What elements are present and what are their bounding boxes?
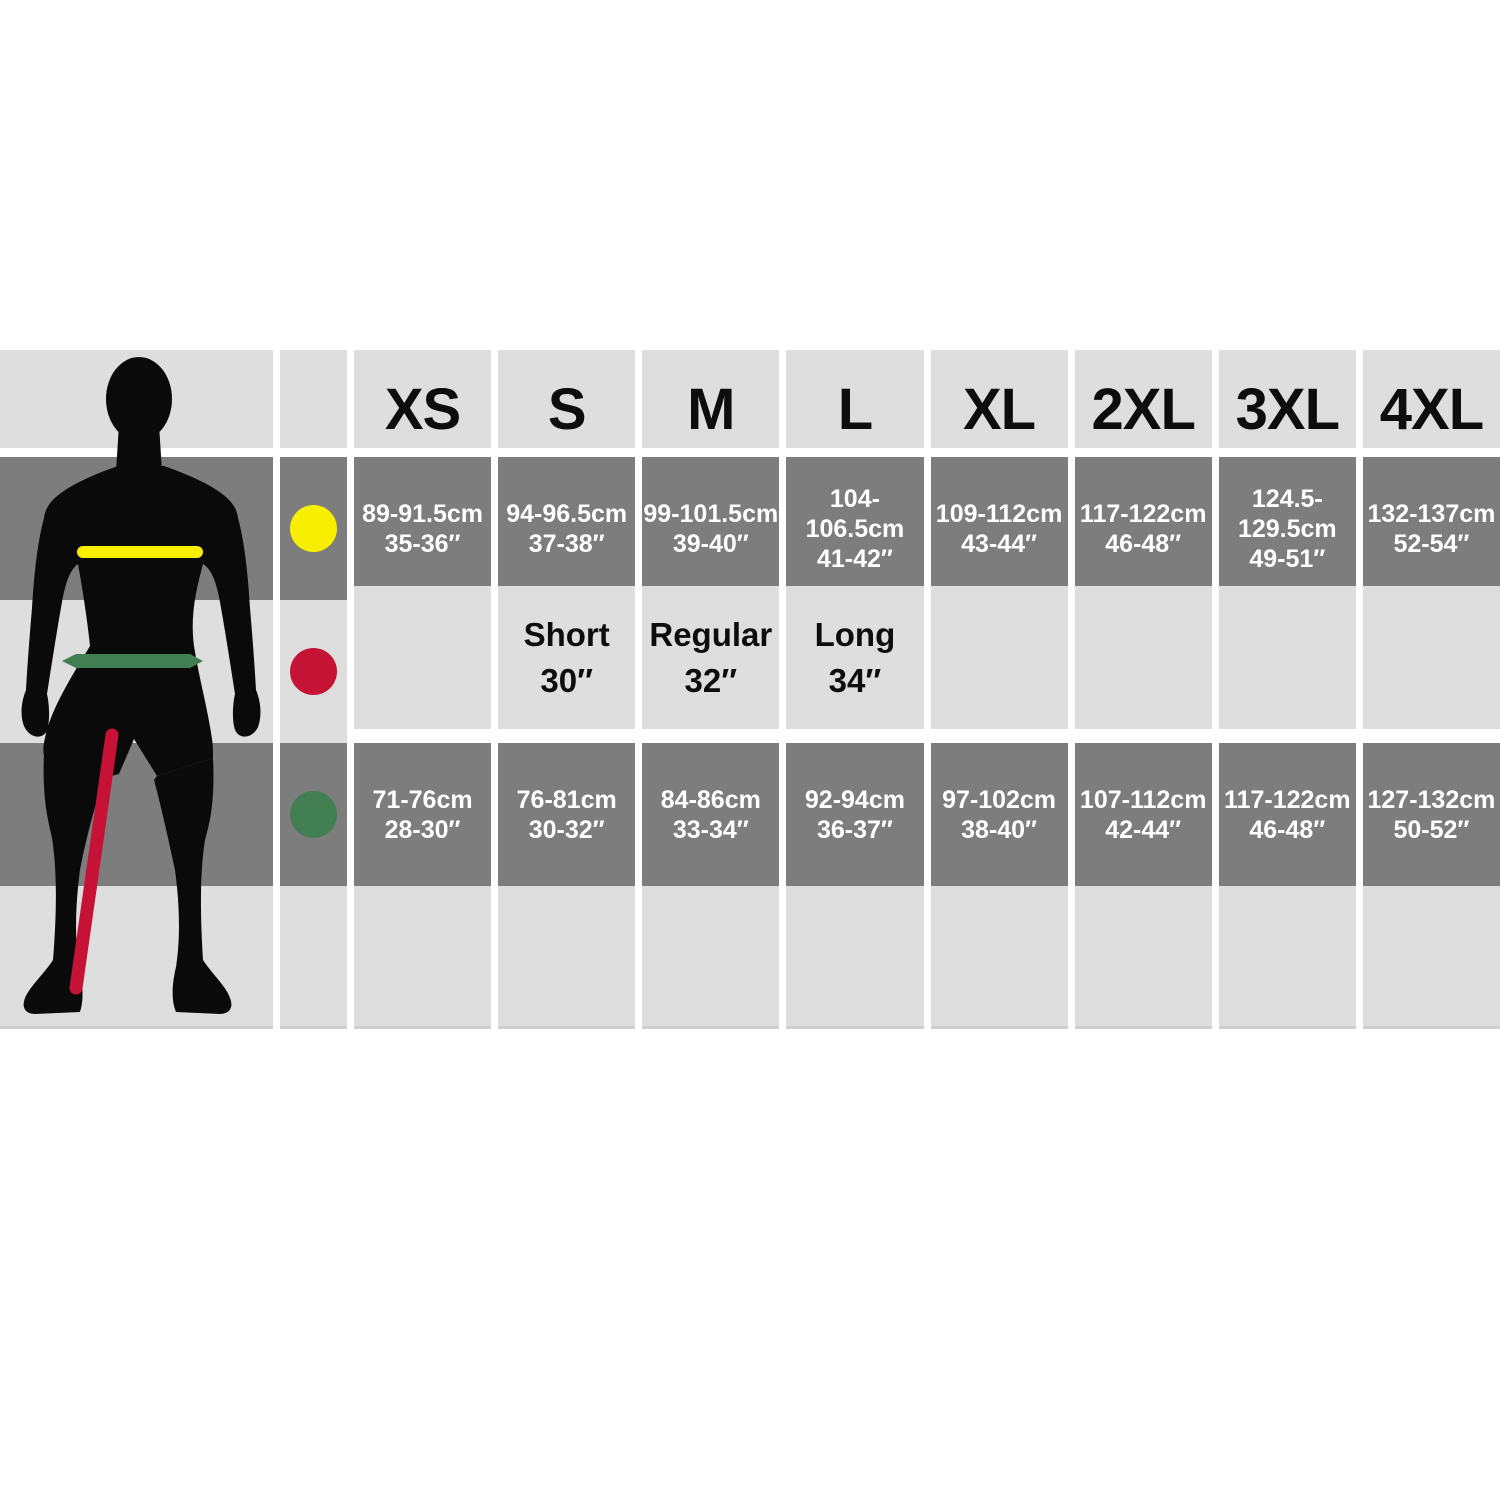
chest-in: 35-36″ — [384, 529, 461, 558]
waist-cell — [931, 743, 1068, 886]
figure-band-leg — [0, 600, 273, 743]
chest-cell — [642, 457, 779, 600]
leg-length-cell — [1363, 586, 1500, 729]
size-column-3xl — [1219, 350, 1356, 1029]
waist-cm: 97-102cm — [942, 785, 1057, 814]
waist-in: 42-44″ — [1105, 815, 1182, 844]
size-label: 4XL — [1379, 376, 1484, 442]
waist-cm: 127-132cm — [1367, 785, 1496, 814]
fit-label: Long — [814, 616, 896, 653]
waist-cell — [498, 743, 635, 886]
waist-cell — [354, 743, 491, 886]
chest-cell — [498, 457, 635, 600]
leg-length-cell — [1219, 586, 1356, 729]
leg-length-cell — [498, 586, 635, 729]
size-column-4xl — [1363, 350, 1500, 1029]
chest-in: 52-54″ — [1393, 529, 1470, 558]
chest-cell — [786, 457, 923, 600]
size-column-xs — [354, 350, 491, 1029]
inseam-dot-red-icon — [290, 648, 337, 695]
size-column-xl — [931, 350, 1068, 1029]
waist-cm: 117-122cm — [1224, 785, 1351, 814]
waist-cm: 76-81cm — [516, 785, 617, 814]
chest-cm: 99-101.5cm — [643, 499, 779, 528]
empty-cell — [1075, 886, 1212, 1029]
chest-cm: 132-137cm — [1367, 499, 1496, 528]
size-column-m — [642, 350, 779, 1029]
waist-cm: 107-112cm — [1079, 785, 1207, 814]
chest-in: 41-42″ — [816, 544, 893, 573]
size-header — [642, 350, 779, 448]
waist-cell — [642, 743, 779, 886]
waist-in: 50-52″ — [1393, 815, 1470, 844]
chest-cm: 89-91.5cm — [362, 499, 484, 528]
size-column-2xl — [1075, 350, 1212, 1029]
chest-in: 46-48″ — [1105, 529, 1182, 558]
size-label: L — [837, 376, 873, 442]
size-header — [786, 350, 923, 448]
chest-cell — [1075, 457, 1212, 600]
figure-band-footer — [0, 886, 273, 1029]
waist-dot-green-icon — [290, 791, 337, 838]
waist-in: 38-40″ — [961, 815, 1038, 844]
size-label: 3XL — [1235, 376, 1339, 442]
size-label: 2XL — [1091, 376, 1195, 442]
fit-inches: 34″ — [828, 662, 882, 699]
size-header — [498, 350, 635, 448]
waist-cell — [1075, 743, 1212, 886]
waist-cm: 92-94cm — [804, 785, 905, 814]
waist-cell — [1363, 743, 1500, 886]
size-header — [1363, 350, 1500, 448]
legend-band-footer — [280, 886, 347, 1029]
leg-length-cell — [354, 586, 491, 729]
size-header — [1075, 350, 1212, 448]
size-chart-table — [0, 350, 1500, 1029]
waist-in: 33-34″ — [672, 815, 749, 844]
fit-label: Regular — [649, 616, 773, 653]
empty-cell — [931, 886, 1068, 1029]
figure-band-chest — [0, 457, 273, 600]
size-column-s — [498, 350, 635, 1029]
size-column-l — [786, 350, 923, 1029]
size-header — [931, 350, 1068, 448]
size-label: XS — [384, 376, 461, 442]
legend-band-header — [280, 350, 347, 448]
empty-cell — [1219, 886, 1356, 1029]
waist-cell — [1219, 743, 1356, 886]
legend-cell-waist — [280, 743, 347, 886]
size-label: M — [687, 376, 735, 442]
leg-length-cell — [931, 586, 1068, 729]
chest-in: 39-40″ — [672, 529, 749, 558]
chest-cm: 94-96.5cm — [506, 499, 628, 528]
chest-cell — [1219, 457, 1356, 600]
leg-length-cell — [786, 586, 923, 729]
waist-cm: 84-86cm — [660, 785, 761, 814]
chest-in: 37-38″ — [528, 529, 605, 558]
size-label: XL — [963, 376, 1036, 442]
chest-dot-yellow-icon — [290, 505, 337, 552]
empty-cell — [498, 886, 635, 1029]
legend-cell-leg — [280, 600, 347, 743]
waist-in: 46-48″ — [1249, 815, 1326, 844]
chest-cell — [1363, 457, 1500, 600]
chest-cell — [354, 457, 491, 600]
chest-cm: 104-106.5cm — [805, 484, 905, 543]
fit-inches: 30″ — [540, 662, 593, 699]
size-label: S — [547, 376, 586, 442]
figure-band-header — [0, 350, 273, 448]
figure-band-waist — [0, 743, 273, 886]
fit-inches: 32″ — [684, 662, 738, 699]
legend-column — [280, 350, 347, 1029]
empty-cell — [354, 886, 491, 1029]
chest-cm: 124.5-129.5cm — [1237, 484, 1337, 543]
waist-cm: 71-76cm — [372, 785, 473, 814]
chest-cm: 117-122cm — [1079, 499, 1207, 528]
legend-cell-chest — [280, 457, 347, 600]
waist-in: 36-37″ — [816, 815, 893, 844]
chest-in: 43-44″ — [961, 529, 1038, 558]
waist-in: 30-32″ — [528, 815, 605, 844]
chest-in: 49-51″ — [1249, 544, 1326, 573]
waist-cell — [786, 743, 923, 886]
chest-cell — [931, 457, 1068, 600]
empty-cell — [1363, 886, 1500, 1029]
leg-length-cell — [642, 586, 779, 729]
size-header — [1219, 350, 1356, 448]
figure-panel — [0, 350, 273, 1029]
chest-cm: 109-112cm — [935, 499, 1063, 528]
empty-cell — [642, 886, 779, 1029]
leg-length-cell — [1075, 586, 1212, 729]
waist-in: 28-30″ — [384, 815, 461, 844]
size-header — [354, 350, 491, 448]
empty-cell — [786, 886, 923, 1029]
fit-label: Short — [523, 616, 610, 653]
